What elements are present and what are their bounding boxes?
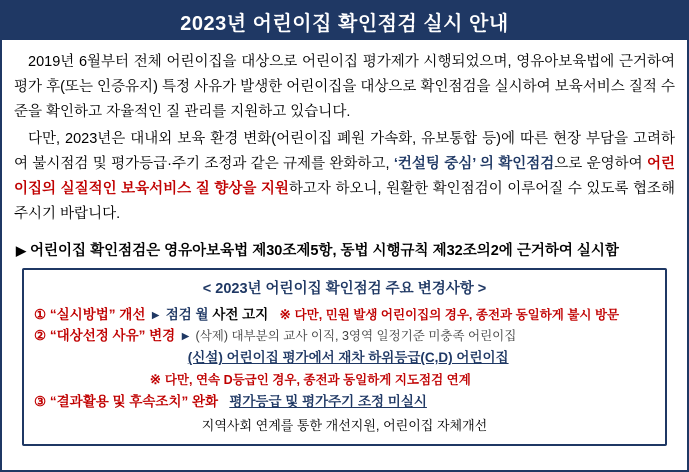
paragraph-1-text: 2019년 6월부터 전체 어린이집을 대상으로 어린이집 평가제가 시행되었으며, 영유아보육법에 근거하여 평가 후(또는 인증유지) 특정 사유가 발생한 어린이집을 대상으로 확인점검을 실시하여 보육서비스 질적 수준을 확인하고 자율적인 질 관리를 지원하고 있습니다. xyxy=(14,54,675,120)
change-item-3 xyxy=(34,392,655,413)
change-item-2 xyxy=(34,326,655,347)
item-2-arrow-icon: ▸ xyxy=(181,328,189,344)
item-3-number: ③ xyxy=(34,394,47,410)
change-item-2-note xyxy=(34,370,655,391)
page-title-bar xyxy=(2,2,687,40)
item-2-note-marker-icon: ※ xyxy=(149,372,162,388)
item-3-head: “결과활용 및 후속조치” 완화 xyxy=(49,394,219,410)
document-body xyxy=(2,40,687,446)
change-item-2-new xyxy=(34,348,655,369)
paragraph-2-text-e: 하고자 하오니, 원활한 확인점검이 이루어질 수 있도록 협조해주시기 바랍니다. xyxy=(14,180,675,222)
legal-basis-text: 어린이집 확인점검은 영유아보육법 제30조제5항, 동법 시행규칙 제32조의2에 근거하여 실시함 xyxy=(30,242,619,259)
changes-box xyxy=(22,268,667,447)
paragraph-2-emphasis-consulting: ‘컨설팅 중심’ 의 확인점검 xyxy=(393,155,555,172)
item-1-head: “실시방법” 개선 xyxy=(49,306,146,322)
item-1-arrow-icon: ▸ xyxy=(152,306,159,322)
paragraph-1 xyxy=(14,50,675,125)
paragraph-2 xyxy=(14,127,675,227)
change-item-3-sub: 지역사회 연계를 통한 개선지원, 어린이집 자체개선 xyxy=(201,418,488,434)
change-item-1 xyxy=(34,305,655,326)
item-1-after-text: 사전 고지 xyxy=(212,306,269,322)
item-1-note-marker-icon: ※ xyxy=(279,306,291,322)
item-1-note: 다만, 민원 발생 어린이집의 경우, 종전과 동일하게 불시 방문 xyxy=(294,307,620,322)
paragraph-2-text-a: 다만, 2023년은 대내외 보육 환경 변화(어린이집 폐원 가속화, 유보통합 등)에 따른 현장 부담을 고려하여 불시점검 및 평가등급·주기 조정과 같은 규제를 완화하고, xyxy=(14,130,675,172)
arrow-right-icon: ▶ xyxy=(16,242,26,258)
paragraph-2-text-c: 으로 운영하여 xyxy=(554,155,647,172)
item-2-deleted-note: (삭제) 대부분의 교사 이직, 3영역 일정기준 미충족 어린이집 xyxy=(195,329,517,344)
legal-basis-line xyxy=(16,239,675,260)
item-1-number: ① xyxy=(34,306,47,322)
paragraph-2-emphasis-support: 어린이집의 실질적인 보육서비스 질 향상을 지원 xyxy=(14,155,675,197)
page-title: 2023년 어린이집 확인점검 실시 안내 xyxy=(180,12,509,35)
changes-box-title: < 2023년 어린이집 확인점검 주요 변경사항 > xyxy=(202,280,487,297)
item-2-head: “대상선정 사유” 변경 xyxy=(49,328,176,344)
item-2-note: 다만, 연속 D등급인 경우, 종전과 동일하게 지도점검 연계 xyxy=(164,373,471,388)
item-2-number: ② xyxy=(34,328,47,344)
item-2-new-criteria: (신설) 어린이집 평가에서 재차 하위등급(C,D) 어린이집 xyxy=(187,350,509,366)
item-1-emphasis: 점검 월 xyxy=(165,306,209,322)
item-3-emphasis: 평가등급 및 평가주기 조정 미실시 xyxy=(229,394,427,410)
